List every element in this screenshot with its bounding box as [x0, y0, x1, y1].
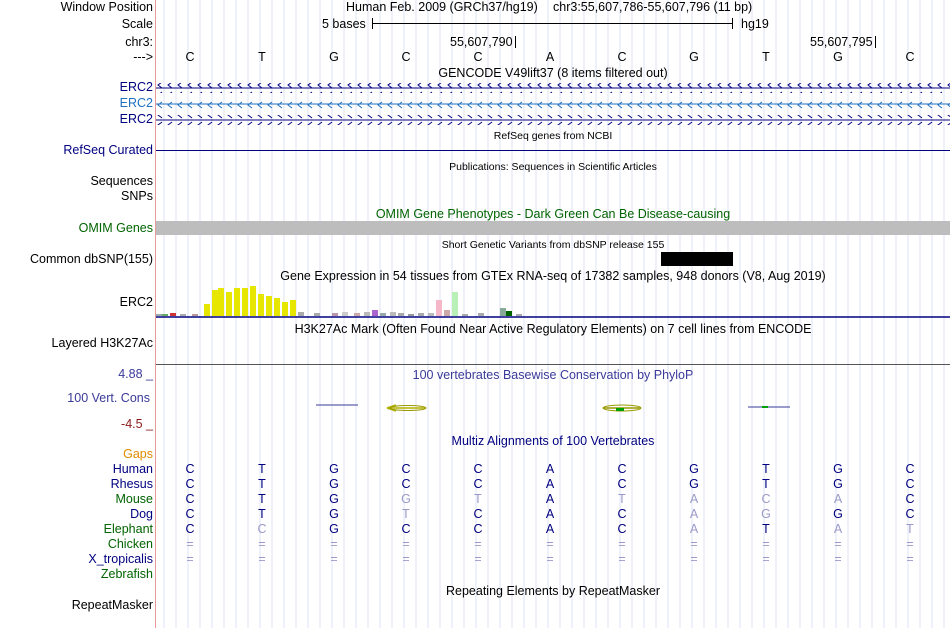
- refseq-track-title[interactable]: RefSeq genes from NCBI: [493, 130, 613, 142]
- gtex-tissue-bar: [408, 314, 414, 316]
- aligned-base: T: [258, 462, 266, 476]
- aligned-base: C: [185, 522, 195, 536]
- gaps-label[interactable]: Gaps: [123, 447, 153, 461]
- aligned-base: C: [401, 522, 411, 536]
- gtex-tissue-bar: [218, 288, 224, 316]
- aligned-base: =: [474, 552, 482, 566]
- gtex-tissue-bar: [204, 304, 210, 316]
- h3k27ac-label[interactable]: Layered H3K27Ac: [51, 336, 153, 350]
- aligned-base: G: [329, 522, 339, 536]
- window-position-label: Window Position: [60, 0, 153, 14]
- aligned-base: C: [473, 522, 483, 536]
- coordinate-label-2: 55,607,795: [810, 35, 873, 49]
- aligned-base: T: [402, 507, 410, 521]
- species-label[interactable]: Human: [112, 462, 153, 476]
- cons-track-label[interactable]: 100 Vert. Cons: [67, 391, 150, 405]
- aligned-base: =: [402, 552, 410, 566]
- aligned-base: T: [258, 477, 266, 491]
- base-letter: G: [833, 50, 843, 64]
- aligned-base: =: [906, 552, 914, 566]
- aligned-base: G: [689, 477, 699, 491]
- species-label[interactable]: Mouse: [115, 492, 153, 506]
- base-letter: C: [617, 50, 627, 64]
- strand-arrow-label: --->: [133, 50, 153, 64]
- species-label[interactable]: Dog: [130, 507, 153, 521]
- aligned-base: A: [545, 522, 555, 536]
- aligned-base: A: [833, 492, 843, 506]
- gtex-tissue-bar: [290, 300, 296, 316]
- aligned-base: A: [545, 462, 555, 476]
- gtex-tissue-bar: [516, 314, 522, 316]
- aligned-base: A: [689, 492, 699, 506]
- scale-db-label: hg19: [741, 17, 769, 31]
- scale-label: Scale: [121, 17, 153, 31]
- sequences-label[interactable]: Sequences: [90, 174, 153, 188]
- base-letter: G: [329, 50, 339, 64]
- aligned-base: C: [257, 522, 267, 536]
- gtex-tissue-bar: [298, 312, 304, 316]
- aligned-base: =: [618, 537, 626, 551]
- aligned-base: =: [258, 552, 266, 566]
- snps-label[interactable]: SNPs: [121, 189, 153, 203]
- species-label[interactable]: Elephant: [103, 522, 153, 536]
- gtex-tissue-bar: [180, 314, 186, 316]
- cons-max-label: 4.88 _: [118, 367, 153, 381]
- aligned-base: C: [185, 462, 195, 476]
- aligned-base: G: [329, 477, 339, 491]
- species-label[interactable]: X_tropicalis: [88, 552, 153, 566]
- aligned-base: G: [833, 507, 843, 521]
- gtex-tissue-bar: [354, 313, 360, 316]
- refseq-gene-line[interactable]: [156, 150, 950, 151]
- phylop-track-title[interactable]: 100 vertebrates Basewise Conservation by PhyloP: [412, 368, 694, 382]
- aligned-base: =: [186, 552, 194, 566]
- species-label[interactable]: Zebrafish: [100, 567, 153, 581]
- coordinate-tick-2: [875, 36, 876, 48]
- assembly-label: Human Feb. 2009 (GRCh37/hg19): [346, 0, 538, 14]
- aligned-base: G: [689, 462, 699, 476]
- species-label[interactable]: Rhesus: [110, 477, 153, 491]
- aligned-base: =: [474, 537, 482, 551]
- gtex-tissue-bar: [170, 313, 176, 316]
- gtex-tissue-bar: [398, 313, 404, 316]
- gtex-tissue-bar: [266, 296, 272, 316]
- aligned-base: C: [905, 507, 915, 521]
- scale-bar-right-tick: [732, 18, 733, 29]
- aligned-base: =: [546, 537, 554, 551]
- repeatmasker-label[interactable]: RepeatMasker: [71, 598, 153, 612]
- species-label[interactable]: Chicken: [107, 537, 153, 551]
- aligned-base: =: [690, 552, 698, 566]
- aligned-base: G: [329, 462, 339, 476]
- gtex-tissue-bar: [332, 313, 338, 316]
- gtex-tissue-bar: [342, 312, 348, 316]
- chrom-label: chr3:: [125, 35, 153, 49]
- aligned-base: T: [762, 477, 770, 491]
- gtex-tissue-bar: [478, 313, 484, 316]
- gtex-tissue-bar: [444, 310, 450, 316]
- gtex-tissue-bar: [452, 292, 458, 316]
- aligned-base: =: [834, 537, 842, 551]
- aligned-base: C: [617, 507, 627, 521]
- aligned-base: =: [618, 552, 626, 566]
- coordinate-label-1: 55,607,790: [450, 35, 513, 49]
- aligned-base: C: [905, 462, 915, 476]
- gtex-expression-bars[interactable]: [156, 284, 950, 318]
- gtex-tissue-bar: [192, 314, 198, 316]
- scale-bar-left-tick: [372, 18, 373, 29]
- gencode-erc2-label-1[interactable]: ERC2: [119, 80, 153, 94]
- gencode-erc2-label-3[interactable]: ERC2: [119, 112, 153, 126]
- base-letter: C: [473, 50, 483, 64]
- gtex-tissue-bar: [390, 312, 396, 316]
- gtex-tissue-bar: [380, 313, 386, 316]
- aligned-base: C: [473, 507, 483, 521]
- gtex-tissue-bar: [242, 288, 248, 316]
- gencode-erc2-label-2[interactable]: ERC2: [119, 96, 153, 110]
- aligned-base: C: [185, 477, 195, 491]
- omim-gene-bar[interactable]: [156, 221, 950, 235]
- multiz-track-title[interactable]: Multiz Alignments of 100 Vertebrates: [451, 434, 655, 448]
- gtex-tissue-bar: [372, 310, 378, 316]
- gtex-tissue-bar: [364, 312, 370, 316]
- aligned-base: G: [761, 507, 771, 521]
- aligned-base: =: [402, 537, 410, 551]
- aligned-base: A: [833, 522, 843, 536]
- aligned-base: =: [546, 552, 554, 566]
- aligned-base: =: [834, 552, 842, 566]
- aligned-base: C: [473, 477, 483, 491]
- gtex-tissue-bar: [162, 314, 168, 316]
- gtex-tissue-bar: [258, 294, 264, 316]
- position-readout[interactable]: chr3:55,607,786-55,607,796 (11 bp): [553, 0, 753, 14]
- aligned-base: =: [186, 537, 194, 551]
- gtex-tissue-bar: [250, 286, 256, 316]
- aligned-base: =: [330, 552, 338, 566]
- gtex-tissue-bar: [500, 308, 506, 316]
- aligned-base: T: [762, 522, 770, 536]
- refseq-curated-label[interactable]: RefSeq Curated: [63, 143, 153, 157]
- aligned-base: G: [833, 477, 843, 491]
- aligned-base: C: [401, 477, 411, 491]
- publications-track-title[interactable]: Publications: Sequences in Scientific Articles: [449, 161, 657, 173]
- aligned-base: =: [906, 537, 914, 551]
- aligned-base: G: [833, 462, 843, 476]
- base-letter: C: [401, 50, 411, 64]
- base-letter: A: [545, 50, 555, 64]
- gencode-track-title[interactable]: GENCODE V49lift37 (8 items filtered out): [438, 66, 668, 80]
- omim-track-title[interactable]: OMIM Gene Phenotypes - Dark Green Can Be Disease-causing: [375, 207, 731, 221]
- dbsnp-label[interactable]: Common dbSNP(155): [30, 252, 153, 266]
- aligned-base: T: [906, 522, 914, 536]
- scale-bar: [372, 23, 732, 24]
- gtex-tissue-bar: [428, 313, 434, 316]
- aligned-base: A: [689, 522, 699, 536]
- aligned-base: =: [762, 537, 770, 551]
- aligned-base: G: [329, 492, 339, 506]
- cons-min-label: -4.5 _: [121, 417, 153, 431]
- gtex-tissue-bar: [234, 288, 240, 316]
- omim-genes-label[interactable]: OMIM Genes: [78, 221, 153, 235]
- gtex-tissue-bar: [226, 292, 232, 316]
- aligned-base: C: [185, 507, 195, 521]
- scale-bases-text: 5 bases: [322, 17, 366, 31]
- gtex-tissue-bar: [212, 290, 218, 316]
- aligned-base: C: [905, 492, 915, 506]
- aligned-base: =: [330, 537, 338, 551]
- aligned-base: T: [474, 492, 482, 506]
- aligned-base: T: [762, 462, 770, 476]
- aligned-base: C: [617, 462, 627, 476]
- aligned-base: C: [185, 492, 195, 506]
- aligned-base: C: [761, 492, 771, 506]
- aligned-base: G: [329, 507, 339, 521]
- aligned-base: C: [617, 522, 627, 536]
- h3k27ac-baseline: [156, 364, 950, 365]
- aligned-base: T: [258, 507, 266, 521]
- aligned-base: T: [258, 492, 266, 506]
- gtex-tissue-bar: [314, 313, 320, 316]
- base-letter: G: [689, 50, 699, 64]
- aligned-base: A: [545, 492, 555, 506]
- aligned-base: C: [473, 462, 483, 476]
- gtex-track-title[interactable]: Gene Expression in 54 tissues from GTEx RNA-seq of 17382 samples, 948 donors (V8, Aug 2019): [280, 269, 826, 283]
- aligned-base: A: [545, 477, 555, 491]
- coordinate-tick-1: [515, 36, 516, 48]
- gtex-tissue-bar: [156, 314, 162, 316]
- aligned-base: =: [258, 537, 266, 551]
- aligned-base: A: [545, 507, 555, 521]
- gtex-tissue-bar: [418, 313, 424, 316]
- phylop-conservation-plot[interactable]: [156, 398, 950, 418]
- h3k27ac-track-title[interactable]: H3K27Ac Mark (Often Found Near Active Regulatory Elements) on 7 cell lines from ENCODE: [294, 322, 812, 336]
- gtex-tissue-bar: [436, 300, 442, 316]
- aligned-base: C: [617, 477, 627, 491]
- aligned-base: C: [905, 477, 915, 491]
- gtex-tissue-bar: [506, 311, 512, 316]
- gtex-tissue-bar: [282, 302, 288, 316]
- dbsnp-track-title[interactable]: Short Genetic Variants from dbSNP release 155: [441, 239, 665, 251]
- gencode-transcripts[interactable]: [156, 80, 950, 128]
- base-letter: C: [185, 50, 195, 64]
- aligned-base: C: [401, 462, 411, 476]
- aligned-base: =: [690, 537, 698, 551]
- gtex-gene-label[interactable]: ERC2: [119, 295, 153, 309]
- repeatmasker-track-title[interactable]: Repeating Elements by RepeatMasker: [445, 584, 660, 598]
- base-letter: T: [258, 50, 266, 64]
- aligned-base: T: [618, 492, 626, 506]
- aligned-base: =: [762, 552, 770, 566]
- aligned-base: G: [401, 492, 411, 506]
- gtex-tissue-bar: [274, 298, 280, 316]
- dbsnp-variant-block[interactable]: [661, 252, 733, 266]
- base-letter: T: [762, 50, 770, 64]
- base-letter: C: [905, 50, 915, 64]
- gtex-tissue-bar: [462, 314, 468, 316]
- aligned-base: A: [689, 507, 699, 521]
